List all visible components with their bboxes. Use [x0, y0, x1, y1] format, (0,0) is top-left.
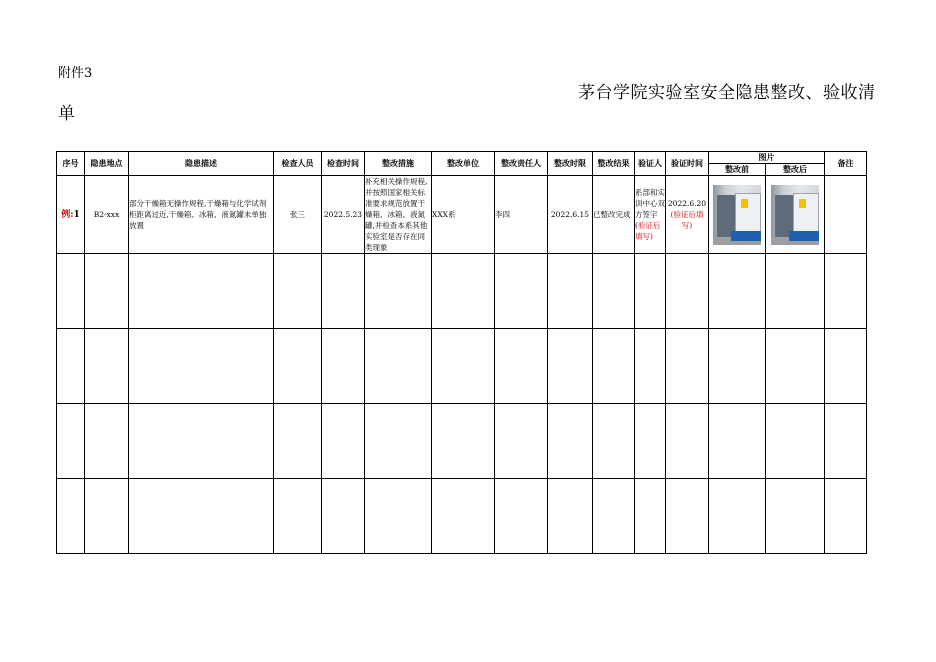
cell-owner: 李四 [495, 176, 548, 254]
empty-cell [766, 254, 825, 329]
header-after: 整改后 [766, 164, 825, 176]
header-location: 隐患地点 [85, 152, 129, 176]
attachment-label: 附件3 [58, 66, 93, 81]
empty-cell [85, 329, 129, 404]
empty-cell [495, 479, 548, 554]
empty-cell [709, 329, 766, 404]
header-check-time: 检查时间 [322, 152, 365, 176]
empty-cell [766, 479, 825, 554]
empty-cell [666, 329, 709, 404]
empty-cell [365, 329, 432, 404]
empty-cell [709, 479, 766, 554]
verifier-note: 验证后填写) [635, 221, 661, 241]
verify-note: (验证后填写) [670, 210, 704, 230]
verifier-text: 系部和实训中心双方签字( [635, 188, 665, 230]
hazard-rectification-table [56, 151, 867, 554]
header-deadline: 整改时限 [548, 152, 593, 176]
empty-cell [432, 479, 495, 554]
table-row [57, 404, 867, 479]
cell-check-time: 2022.5.23 [322, 176, 365, 254]
empty-cell [825, 404, 867, 479]
table-row-example [57, 176, 867, 254]
empty-cell [635, 479, 666, 554]
cell-photo-before [709, 176, 766, 254]
empty-cell [709, 404, 766, 479]
empty-cell [593, 404, 635, 479]
cell-location: B2-xxx [85, 176, 129, 254]
table-row [57, 329, 867, 404]
empty-cell [495, 254, 548, 329]
cell-seq [57, 176, 85, 254]
empty-cell [766, 329, 825, 404]
empty-cell [365, 479, 432, 554]
header-verify-time: 验证时间 [666, 152, 709, 176]
empty-cell [666, 254, 709, 329]
header-measures: 整改措施 [365, 152, 432, 176]
empty-cell [365, 254, 432, 329]
empty-cell [495, 404, 548, 479]
header-unit: 整改单位 [432, 152, 495, 176]
header-before: 整改前 [709, 164, 766, 176]
empty-cell [495, 329, 548, 404]
header-seq: 序号 [57, 152, 85, 176]
empty-cell [322, 404, 365, 479]
verify-date: 2022.6.20 [667, 199, 707, 208]
empty-cell [548, 254, 593, 329]
empty-cell [709, 254, 766, 329]
header-verifier: 验证人 [635, 152, 666, 176]
cell-photo-after [766, 176, 825, 254]
empty-cell [85, 404, 129, 479]
empty-cell [825, 329, 867, 404]
empty-cell [593, 329, 635, 404]
empty-cell [57, 254, 85, 329]
empty-cell [432, 254, 495, 329]
document-title-continuation: 单 [58, 104, 75, 124]
cell-deadline: 2022.6.15 [548, 176, 593, 254]
empty-cell [274, 479, 322, 554]
empty-cell [322, 479, 365, 554]
empty-cell [274, 329, 322, 404]
after-photo [771, 185, 819, 245]
empty-cell [365, 404, 432, 479]
empty-cell [635, 254, 666, 329]
example-number: 1 [73, 209, 80, 220]
empty-cell [129, 404, 274, 479]
empty-cell [129, 479, 274, 554]
empty-cell [635, 329, 666, 404]
empty-cell [322, 254, 365, 329]
empty-cell [274, 254, 322, 329]
empty-cell [432, 329, 495, 404]
cell-unit: XXX系 [432, 176, 495, 254]
header-inspector: 检查人员 [274, 152, 322, 176]
empty-cell [57, 329, 85, 404]
empty-cell [548, 404, 593, 479]
empty-cell [432, 404, 495, 479]
cell-inspector: 张三 [274, 176, 322, 254]
empty-cell [129, 329, 274, 404]
empty-cell [666, 404, 709, 479]
table-row [57, 479, 867, 554]
header-result: 整改结果 [593, 152, 635, 176]
header-row-1 [57, 152, 867, 164]
table-row [57, 254, 867, 329]
header-owner: 整改责任人 [495, 152, 548, 176]
before-photo [713, 185, 761, 245]
empty-cell [548, 479, 593, 554]
header-photos: 图片 [709, 152, 825, 164]
cell-verifier [635, 176, 666, 254]
cell-verify-time [666, 176, 709, 254]
cell-description: 部分干燥箱无操作规程,干燥箱与化学试剂柜距离过近,干燥箱、冰箱、液氮罐未单独放置 [129, 176, 274, 254]
document-title: 茅台学院实验室安全隐患整改、验收清 [578, 83, 876, 103]
cell-measures: 补充相关操作规程,并按照国家相关标准要求规范放置干燥箱、冰箱、液氮罐,并检查本系其他实验室是否存在同类现象 [365, 176, 432, 254]
empty-cell [825, 479, 867, 554]
empty-cell [548, 329, 593, 404]
empty-cell [593, 254, 635, 329]
header-remark: 备注 [825, 152, 867, 176]
empty-cell [666, 479, 709, 554]
example-prefix: 例: [61, 209, 74, 220]
empty-cell [766, 404, 825, 479]
empty-cell [129, 254, 274, 329]
empty-cell [322, 329, 365, 404]
empty-cell [825, 254, 867, 329]
header-description: 隐患描述 [129, 152, 274, 176]
empty-cell [57, 404, 85, 479]
cell-result: 已整改完成 [593, 176, 635, 254]
empty-cell [593, 479, 635, 554]
empty-cell [274, 404, 322, 479]
empty-cell [635, 404, 666, 479]
cell-remark [825, 176, 867, 254]
empty-cell [57, 479, 85, 554]
empty-cell [85, 254, 129, 329]
empty-cell [85, 479, 129, 554]
